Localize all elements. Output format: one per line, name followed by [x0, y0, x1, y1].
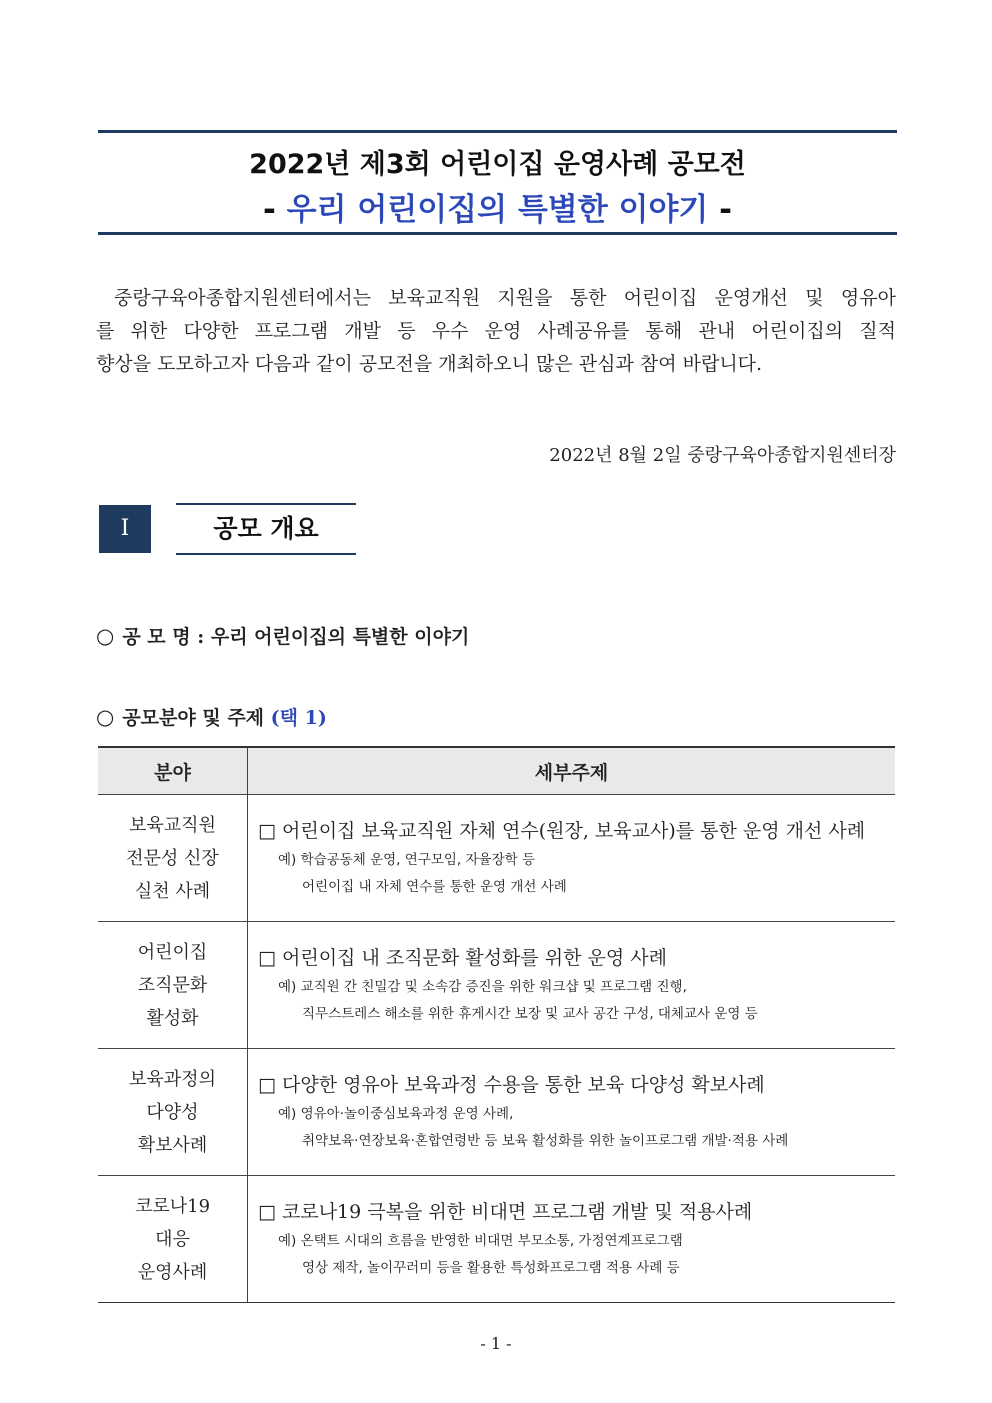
table-header-row: [98, 747, 895, 795]
topic-title: □ 코로나19 극복을 위한 비대면 프로그램 개발 및 적용사례: [258, 1201, 753, 1223]
topic-cell: [248, 1049, 896, 1176]
contest-field-note: (택 1): [270, 707, 327, 729]
category-line: 보육교직원: [129, 814, 216, 836]
contest-field-item: [96, 703, 327, 730]
category-line: 전문성 신장: [126, 847, 219, 869]
page-title: 2022년 제3회 어린이집 운영사례 공모전: [249, 149, 746, 180]
contest-name-label: 공 모 명 : 우리 어린이집의 특별한 이야기: [122, 626, 470, 648]
contest-name-item: [96, 622, 469, 649]
category-line: 확보사례: [137, 1134, 208, 1156]
section-title: 공모 개요: [176, 503, 356, 555]
topics-table: [98, 746, 895, 1303]
category-line: 보육과정의: [129, 1068, 216, 1090]
topic-example: 어린이집 내 자체 연수를 통한 운영 개선 사례: [302, 879, 567, 895]
topic-cell: [248, 1176, 896, 1303]
title-bottom-rule: [98, 232, 897, 235]
date-signature: 2022년 8월 2일 중랑구육아종합지원센터장: [549, 445, 896, 466]
topic-example: 예) 교직원 간 친밀감 및 소속감 증진을 위한 워크샵 및 프로그램 진행,: [278, 979, 687, 995]
table-row: [98, 922, 895, 1049]
category-cell: [98, 922, 248, 1049]
category-line: 대응: [155, 1228, 190, 1250]
section-number-badge: I: [99, 505, 151, 553]
header-topic: 세부주제: [248, 747, 896, 795]
category-line: 운영사례: [137, 1261, 208, 1283]
contest-field-label: 공모분야 및 주제: [122, 707, 265, 729]
circle-bullet-icon: ○: [96, 624, 115, 648]
category-line: 조직문화: [137, 974, 208, 996]
subtitle-dash-right: -: [708, 192, 733, 228]
category-line: 어린이집: [137, 941, 208, 963]
topic-cell: [248, 922, 896, 1049]
topic-title: □ 다양한 영유아 보육과정 수용을 통한 보육 다양성 확보사례: [258, 1074, 765, 1096]
intro-line: 중랑구육아종합지원센터에서는 보육교직원 지원을 통한 어린이집 운영개선 및 영유아: [114, 287, 896, 309]
topic-title: □ 어린이집 보육교직원 자체 연수(원장, 보육교사)를 통한 운영 개선 사례: [258, 820, 866, 842]
table-row: [98, 1049, 895, 1176]
category-cell: [98, 795, 248, 922]
title-top-rule: [98, 130, 897, 133]
topic-example: 예) 영유아·놀이중심보육과정 운영 사례,: [278, 1106, 514, 1122]
category-line: 실천 사례: [134, 880, 211, 902]
circle-bullet-icon: ○: [96, 705, 115, 729]
header-category: 분야: [98, 747, 248, 795]
topic-title: □ 어린이집 내 조직문화 활성화를 위한 운영 사례: [258, 947, 667, 969]
topic-example: 취약보육·연장보육·혼합연령반 등 보육 활성화를 위한 놀이프로그램 개발·적용 사례: [302, 1133, 789, 1149]
subtitle-highlight: 우리 어린이집의 특별한 이야기: [286, 192, 709, 228]
category-cell: [98, 1176, 248, 1303]
page-subtitle: [98, 184, 897, 229]
category-line: 코로나19: [134, 1195, 211, 1217]
topic-example: 직무스트레스 해소를 위한 휴게시간 보장 및 교사 공간 구성, 대체교사 운영 등: [302, 1006, 758, 1022]
table-row: [98, 795, 895, 922]
intro-paragraph: [96, 282, 896, 381]
category-line: 활성화: [146, 1007, 199, 1029]
topic-example: 예) 학습공동체 운영, 연구모임, 자율장학 등: [278, 852, 536, 868]
table-row: [98, 1176, 895, 1303]
page-number: - 1 -: [480, 1334, 512, 1353]
subtitle-dash-left: -: [262, 192, 287, 228]
topic-example: 영상 제작, 놀이꾸러미 등을 활용한 특성화프로그램 적용 사례 등: [302, 1260, 680, 1276]
intro-line: 를 위한 다양한 프로그램 개발 등 우수 운영 사례공유를 통해 관내 어린이집의 질적: [96, 320, 896, 342]
category-line: 다양성: [146, 1101, 199, 1123]
topic-cell: [248, 795, 896, 922]
topic-example: 예) 온택트 시대의 흐름을 반영한 비대면 부모소통, 가정연계프로그램: [278, 1233, 683, 1249]
category-cell: [98, 1049, 248, 1176]
intro-line: 향상을 도모하고자 다음과 같이 공모전을 개최하오니 많은 관심과 참여 바랍니다.: [96, 353, 763, 375]
